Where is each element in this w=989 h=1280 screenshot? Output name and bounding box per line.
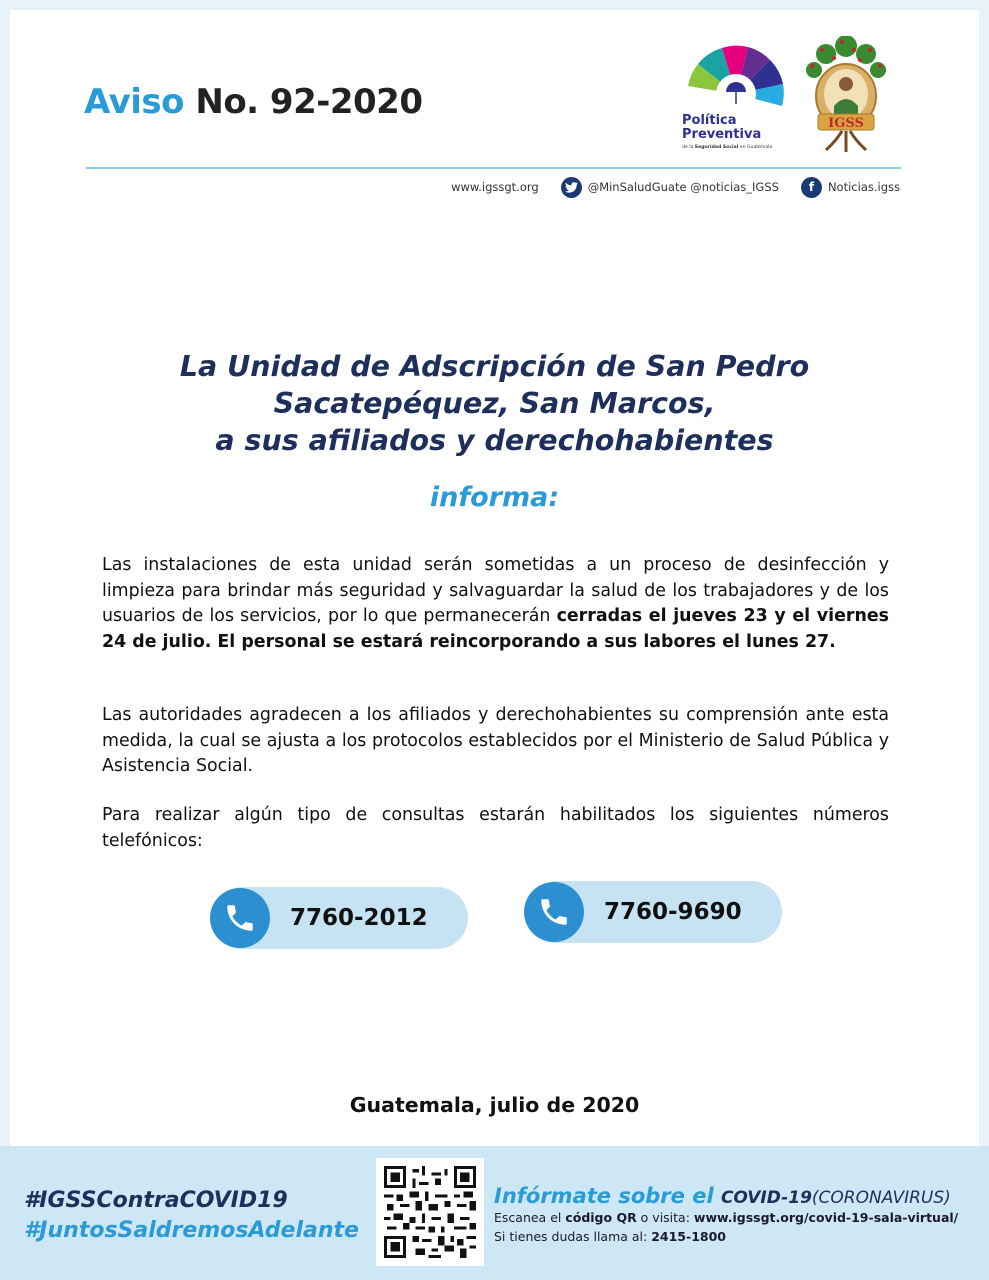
paragraph-closure	[102, 553, 889, 655]
headline-line-3: a sus afiliados y derechohabientes	[215, 424, 774, 457]
qr-code[interactable]	[376, 1158, 484, 1266]
logo-pp-line1: Política	[682, 113, 737, 128]
igss-logo	[796, 36, 896, 156]
paragraph-closure-dates: cerradas el jueves 23 y el viernes 24 de julio. El personal se estará reincorporando a sus labores el lunes 27.	[102, 606, 889, 652]
logo-igss-text: IGSS	[828, 116, 864, 131]
aviso-word: Aviso	[84, 82, 185, 122]
hashtags	[24, 1186, 359, 1246]
covid-info-scan: Escanea el código QR o visita: www.igssgt.org/covid-19-sala-virtual/	[494, 1210, 959, 1225]
informa-heading: informa:	[429, 482, 560, 513]
qr-code-image	[384, 1166, 476, 1258]
covid-url-link[interactable]: www.igssgt.org/covid-19-sala-virtual/	[693, 1210, 959, 1225]
paragraph-phones-intro: Para realizar algún tipo de consultas estarán habilitados los siguientes números telefónicos:	[102, 805, 889, 851]
covid-hotline[interactable]: 2415-1800	[651, 1229, 726, 1244]
phone-number-1: 7760-2012	[290, 905, 428, 931]
hashtag-juntos: #JuntosSaldremosAdelante	[24, 1218, 359, 1243]
covid-label: COVID-19	[720, 1188, 812, 1208]
social-links	[451, 176, 900, 198]
notice-title	[84, 82, 422, 122]
covid-info	[494, 1184, 958, 1246]
headline-line-2: Sacatepéquez, San Marcos,	[273, 387, 716, 420]
website-link[interactable]: www.igssgt.org	[451, 180, 539, 194]
logo-pp-line2: Preventiva	[682, 127, 762, 142]
footer-banner	[0, 1146, 989, 1280]
politica-preventiva-logo	[676, 44, 788, 152]
paragraph-thanks: Las autoridades agradecen a los afiliados y derechohabientes su comprensión ante esta medida, la cual se ajusta a los protocolos establecidos por el Ministerio de Salud Pública y Asistencia Social.	[102, 705, 889, 776]
phone-pill-1[interactable]	[212, 887, 468, 949]
hashtag-covid: #IGSSContraCOVID19	[24, 1188, 288, 1213]
facebook-handle[interactable]: Noticias.igss	[827, 180, 900, 194]
twitter-icon	[561, 177, 582, 198]
coronavirus-label: (CORONAVIRUS)	[811, 1188, 951, 1208]
headline-line-1: La Unidad de Adscripción de San Pedro	[179, 350, 810, 383]
phone-icon	[524, 882, 584, 942]
twitter-handles[interactable]: @MinSaludGuate @noticias_IGSS	[587, 180, 779, 194]
logo-pp-tagline: de la Seguridad Social en Guatemala	[682, 145, 773, 150]
covid-info-call: Si tienes dudas llama al: 2415-1800	[494, 1229, 726, 1244]
covid-info-title-text: Infórmate sobre el	[494, 1184, 714, 1208]
paragraph-closure-text: Las instalaciones de esta unidad serán sometidas a un proceso de desinfección y limpieza para brindar más seguridad y salvaguardar la salud de los trabajadores y de los usuarios de los servicios, por lo que permanecerán	[102, 555, 889, 626]
covid-info-title	[494, 1184, 958, 1208]
phone-number-2: 7760-9690	[604, 899, 742, 925]
phone-icon	[210, 888, 270, 948]
phone-pill-2[interactable]	[526, 881, 782, 943]
place-date: Guatemala, julio de 2020	[349, 1093, 640, 1117]
notice-headline	[100, 348, 889, 459]
facebook-icon: f	[801, 177, 822, 198]
aviso-number: No. 92-2020	[195, 82, 423, 122]
header-divider	[86, 167, 901, 169]
